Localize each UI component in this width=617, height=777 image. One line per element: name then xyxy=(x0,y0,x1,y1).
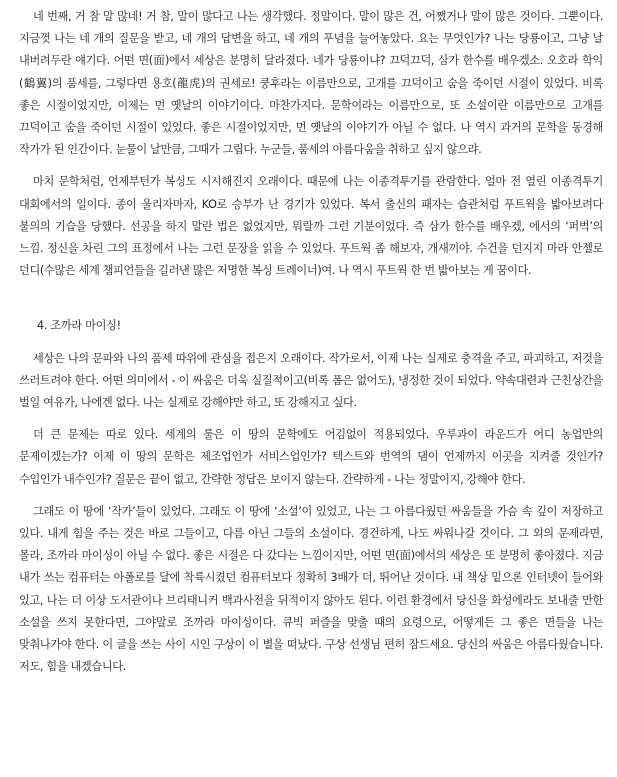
paragraph-spacer xyxy=(19,491,603,501)
section-heading: 4. 조까라 마이싱! xyxy=(37,319,121,333)
paragraph-spacer xyxy=(19,338,603,348)
paragraph-5: 그래도 이 땅에 ‘작가’들이 있었다. 그래도 이 땅에 ‘소설’이 있었고, 나는 그 아름다웠던 싸움들을 가슴 속 깊이 저장하고 있다. 내게 힘을 주는 것은 바로 그들이고, 다름 아닌 그들의 소설이다. 경건하게, 나도 싸워나갈 것이다. 그 외의 문제라면, 몰라, 조까라 마이싱이 아닐 수 없다. 좋은 시절은 다 갔다는 느낌이지만, 어떤 면(面)에서의 세상은 또 분명히 좋아졌다. 지금 내가 쓰는 컴퓨터는 아폴로를 달에 착륙시켰던 컴퓨터보다 정확히 3배가 더, 뛰어난 것이다. 내 책상 밑으론 인터넷이 들어와 있고, 나는 더 이상 도서관이나 브리태니커 백과사전을 뒤적이지 않아도 된다. 이런 환경에서 당신을 화성에라도 보내줄 만한 소설을 쓰지 못한다면, 그야말로 조까라 마이싱이다. 큐빅 퍼즐을 맞출 때의 요령으로, 어떻게든 그 좋은 면들을 나는 맞춰나가야 한다. 이 글을 쓰는 사이 시인 구상이 이 별을 떠났다. 구상 선생님 편히 잠드세요. 당신의 싸움은 아름다웠습니다. 저도, 힘을 내겠습니다. xyxy=(19,504,603,674)
section-spacer xyxy=(19,282,603,315)
paragraph-spacer xyxy=(19,414,603,424)
paragraph-1: 네 번째, 거 참 말 많네! 거 참, 말이 많다고 나는 생각했다. 정말이다. 말이 많은 건, 어쨌거나 말이 많은 것이다. 그뿐이다. 지금껏 나는 네 개의 질문을 받고, 네 개의 답변을 하고, 네 개의 푸념을 늘어놓았다. 요는 무엇인가? 나는 당룡이고, 그냥 날 내버려두란 얘기다. 어떤 면(面)에서 세상은 분명히 달라졌다. 네가 당룡이냐? 끄덕끄덕, 삼가 한수를 배우겠소. 오호라 학익(鶴翼)의 품세를, 그렇다면 용호(龍虎)의 권세로! 쿵후라는 이름만으로, 고개를 끄덕이고 숨을 죽이던 시절이 있었다. 비록 좋은 시절이었지만, 이제는 먼 옛날의 이야기이다. 마찬가지다. 문학이라는 이름만으로, 또 소설이란 이름만으로 고개를 끄덕이고 숨을 죽이던 시절이 있었다. 좋은 시절이었지만, 먼 옛날의 이야기가 아닐 수 없다. 나 역시 과거의 문학을 동경해 작가가 된 인간이다. 눈물이 날만큼, 그때가 그립다. 누군들, 품세의 아름다움을 취하고 싶지 않으랴. xyxy=(19,10,603,157)
paragraph-3: 세상은 나의 문파와 나의 품세 따위에 관심을 접은지 오래이다. 작가로서, 이제 나는 실제로 충격을 주고, 파괴하고, 저것을 쓰러트려야 한다. 어떤 의미에서 - 이 싸움은 더욱 실질적이고(비록 폼은 없어도), 냉정한 것이 되었다. 약속대련과 근친상간을 벌일 여유가, 나에겐 없다. 나는 실제로 강해야만 하고, 또 강해지고 싶다. xyxy=(19,351,603,410)
paragraph-spacer xyxy=(19,161,603,171)
paragraph-2: 마치 문학처럼, 언제부턴가 복싱도 시시해진지 오래이다. 때문에 나는 이종격투기를 관람한다. 얼마 전 열린 이종격투기 대회에서의 일이다. 종이 울리자마자, KO로 승부가 난 경기가 있었다. 복서 출신의 패자는 습관처럼 푸트웍을 밟아보려다 불의의 기습을 당했다. 선공을 하지 말란 법은 없었지만, 뭐랄까 그런 기분이었다. 즉 삼가 한수를 배우겠, 에서의 ‘퍼벅’의 느낌. 정신을 차린 그의 표정에서 나는 그런 문장을 읽을 수 있었다. 푸트웍 좀 해보자, 개새끼야. 수건을 던지지 마라 안젤로 던디(수많은 세계 챔피언들을 길러낸 많은 저명한 복싱 트레이너)여. 나 역시 푸트웍 한 번 밟아보는 게 꿈이다. xyxy=(19,175,603,278)
paragraph-4: 더 큰 문제는 따로 있다. 세계의 룰은 이 땅의 문학에도 어김없이 적용되었다. 우루과이 라운드가 어디 농업만의 문제이겠는가? 이제 이 땅의 문학은 제조업인가 서비스업인가? 텍스트와 번역의 댐이 언제까지 이곳을 지켜줄 것인가? 수입인가 내수인가? 질문은 끝이 없고, 간략한 정답은 보이지 않는다. 간략하게 - 나는 정말이지, 강해야 한다. xyxy=(19,428,603,486)
